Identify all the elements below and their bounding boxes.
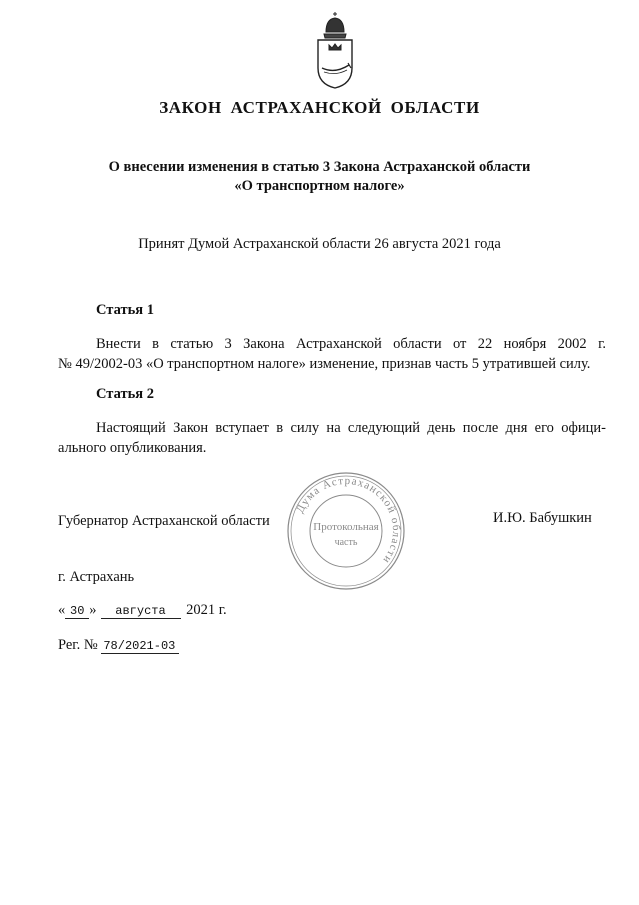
date-close-quote: » (89, 602, 97, 618)
coat-of-arms-icon (312, 10, 358, 90)
article-2-line-1: Настоящий Закон вступает в силу на следующий день после дня его офици- (96, 420, 606, 436)
date-year: 2021 г. (186, 602, 227, 618)
official-seal-stamp (285, 470, 407, 592)
article-1-line-1: Внести в статью 3 Закона Астраханской области от 22 ноября 2002 г. (96, 336, 606, 352)
governor-name: И.Ю. Бабушкин (493, 510, 592, 526)
seal-center-line-1: Протокольная (313, 521, 379, 533)
article-1-line-2: № 49/2002-03 «О транспортном налоге» изменение, признав часть 5 утратившей силу. (58, 356, 591, 372)
city: г. Астрахань (58, 569, 135, 585)
article-2-line-2: ального опубликования. (58, 440, 207, 456)
date-month: августа (101, 604, 181, 619)
adoption-statement: Принят Думой Астраханской области 26 августа 2021 года (138, 236, 501, 252)
date-open-quote: « (58, 602, 66, 618)
seal-center-line-2: часть (334, 537, 358, 548)
date-day: 30 (65, 604, 89, 619)
law-subtitle-line-1: О внесении изменения в статью 3 Закона Астраханской области (108, 159, 531, 175)
signing-date (58, 602, 227, 619)
seal-ring-text: Дума Астраханской области (294, 474, 403, 567)
registration-number: 78/2021-03 (101, 639, 179, 654)
registration-label: Рег. № (58, 637, 98, 653)
article-1-text (58, 334, 606, 374)
registration-line (58, 637, 179, 654)
article-2-text (58, 418, 606, 458)
governor-title: Губернатор Астраханской области (58, 513, 270, 529)
law-subtitle-line-2: «О транспортном налоге» (234, 178, 405, 194)
document-title: ЗАКОН АСТРАХАНСКОЙ ОБЛАСТИ (159, 98, 480, 117)
article-1-heading: Статья 1 (96, 302, 154, 318)
article-2-heading: Статья 2 (96, 386, 154, 402)
